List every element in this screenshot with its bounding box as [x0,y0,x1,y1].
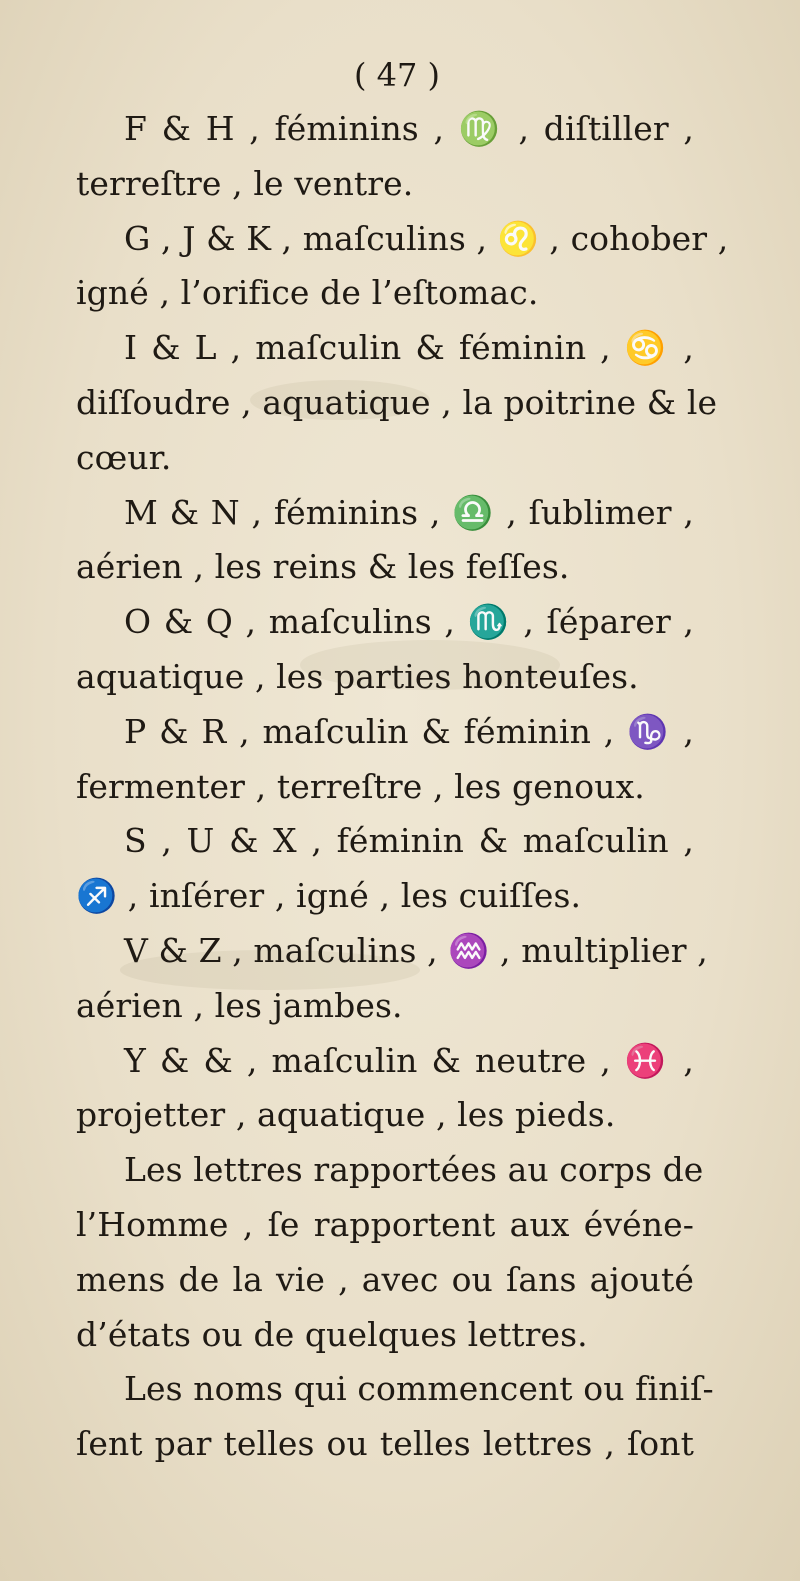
text-line: projetter , aquatique , les pieds. [76,1095,616,1135]
text-line: cœur. [76,437,172,477]
text-line: d’états ou de quelques lettres. [76,1314,588,1354]
text-line: ſent par telles ou telles lettres , ſont [76,1424,694,1464]
text-line: aérien , les jambes. [76,985,403,1025]
text-line: fermenter , terreſtre , les genoux. [76,766,645,806]
text-line: mens de la vie , avec ou ſans ajouté [76,1259,694,1299]
text-line: I & L , maſculin & féminin , ♋ , [124,328,694,368]
text-line: aérien , les reins & les feſſes. [76,547,570,587]
text-line: ♐ , inſérer , igné , les cuiſſes. [76,876,582,916]
text-lines [76,102,729,1472]
text-line: Y & & , maſculin & neutre , ♓ , [124,1040,694,1080]
text-line: P & R , maſculin & féminin , ♑ , [124,711,694,751]
text-line: O & Q , maſculins , ♏ , ſéparer , [124,602,694,642]
text-line: terreſtre , le ventre. [76,163,414,203]
text-line: V & Z , maſculins , ♒ , multiplier , [124,930,708,970]
text-line: Les noms qui commencent ou finiſ- [124,1369,714,1409]
text-line: diſſoudre , aquatique , la poitrine & le [76,382,718,422]
text-line: igné , l’orifice de l’eſtomac. [76,273,539,313]
page-text [76,48,729,1472]
text-line: M & N , féminins , ♎ , ſublimer , [124,492,694,532]
text-line: aquatique , les parties honteuſes. [76,656,639,696]
text-line: S , U & X , féminin & maſculin , [124,821,694,861]
text-line: l’Homme , ſe rapportent aux événe- [76,1204,694,1244]
text-line: Les lettres rapportées au corps de [124,1150,704,1190]
text-line: G , J & K , maſculins , ♌ , cohober , [124,218,729,258]
text-line: F & H , féminins , ♍ , diſtiller , [124,109,694,148]
page-number: ( 47 ) [353,56,441,94]
